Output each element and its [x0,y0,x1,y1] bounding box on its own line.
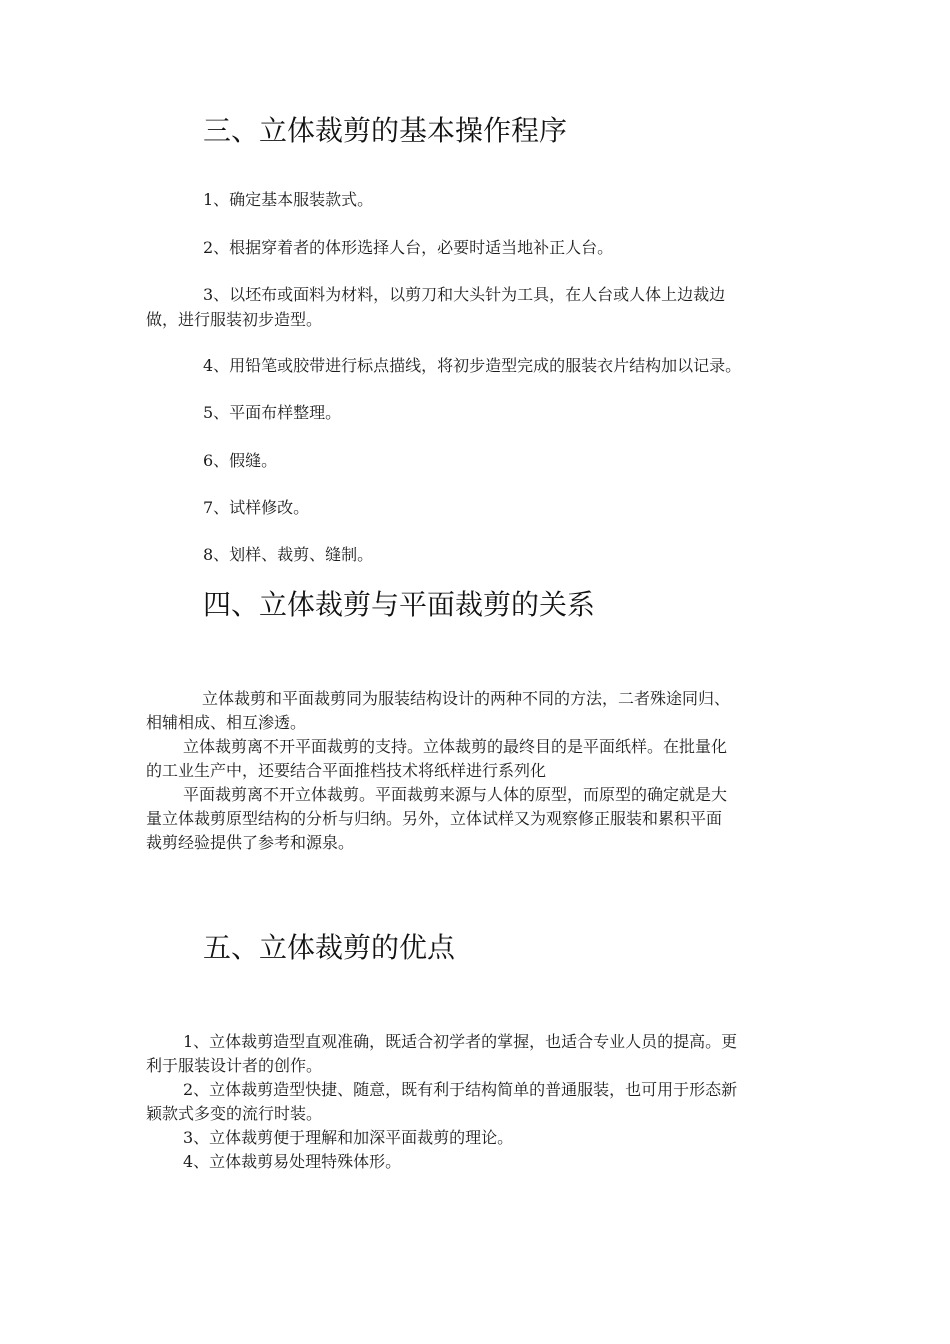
section-4-line: 立体裁剪和平面裁剪同为服装结构设计的两种不同的方法，二者殊途同归、 [202,689,731,708]
section-4-heading: 四、立体裁剪与平面裁剪的关系 [203,588,596,621]
step-3-line-1: 3、以坯布或面料为材料，以剪刀和大头针为工具，在人台或人体上边裁边 [203,285,726,304]
section-4-line: 平面裁剪离不开立体裁剪。平面裁剪来源与人体的原型，而原型的确定就是大 [183,785,728,804]
section-5-line: 4、立体裁剪易处理特殊体形。 [183,1152,402,1171]
section-4-line: 的工业生产中，还要结合平面推档技术将纸样进行系列化 [146,761,547,780]
section-5-line: 利于服装设计者的创作。 [146,1056,323,1075]
step-7: 7、试样修改。 [203,498,310,517]
section-4-body [146,687,811,855]
section-5-line: 2、立体裁剪造型快捷、随意，既有利于结构简单的普通服装，也可用于形态新 [183,1080,738,1099]
step-1: 1、确定基本服装款式。 [203,190,374,209]
section-4-line: 裁剪经验提供了参考和源泉。 [146,833,355,852]
section-5-body [146,1030,811,1174]
section-5-heading: 五、立体裁剪的优点 [203,931,456,964]
section-5-line: 颖款式多变的流行时装。 [146,1104,323,1123]
section-3-heading: 三、立体裁剪的基本操作程序 [203,114,568,147]
step-3-line-2: 做，进行服装初步造型。 [146,310,323,329]
step-4: 4、用铅笔或胶带进行标点描线，将初步造型完成的服装衣片结构加以记录。 [203,356,742,375]
step-5: 5、平面布样整理。 [203,403,342,422]
step-2: 2、根据穿着者的体形选择人台，必要时适当地补正人台。 [203,238,614,257]
section-4-line: 立体裁剪离不开平面裁剪的支持。立体裁剪的最终目的是平面纸样。在批量化 [183,737,728,756]
section-4-line: 量立体裁剪原型结构的分析与归纳。另外，立体试样又为观察修正服装和累积平面 [146,809,723,828]
section-5-line: 1、立体裁剪造型直观准确，既适合初学者的掌握，也适合专业人员的提高。更 [183,1032,738,1051]
step-8: 8、划样、裁剪、缝制。 [203,545,374,564]
step-6: 6、假缝。 [203,451,278,470]
section-4-line: 相辅相成、相互渗透。 [146,713,307,732]
section-5-line: 3、立体裁剪便于理解和加深平面裁剪的理论。 [183,1128,514,1147]
